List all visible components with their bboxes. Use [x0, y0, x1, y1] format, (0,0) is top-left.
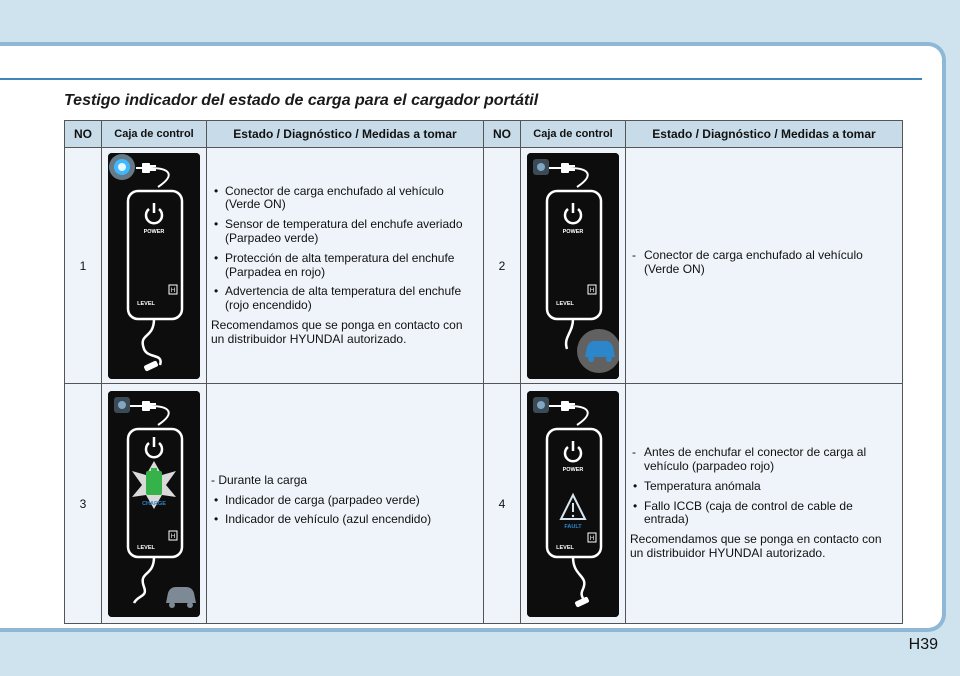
control-box-illustration — [108, 153, 200, 379]
row-number: 4 — [484, 384, 521, 624]
header-control-box: Caja de control — [521, 121, 626, 148]
control-box-illustration — [527, 153, 619, 379]
header-status: Estado / Diagnóstico / Medidas a tomar — [626, 121, 903, 148]
header-status: Estado / Diagnóstico / Medidas a tomar — [207, 121, 484, 148]
status-list — [211, 185, 479, 313]
level-h-label: H — [589, 535, 595, 542]
header-no: NO — [65, 121, 102, 148]
row-number: 1 — [65, 148, 102, 384]
list-item: • Sensor de temperatura del enchufe averiado (Parpadeo verde) — [211, 218, 479, 246]
power-label: POWER — [562, 466, 584, 473]
control-box-illustration — [108, 391, 200, 617]
list-item: • Temperatura anómala — [630, 480, 898, 494]
list-item: • Indicador de vehículo (azul encendido) — [211, 513, 479, 527]
header-control-box: Caja de control — [102, 121, 207, 148]
plug-indicator-icon — [114, 397, 130, 413]
plug-indicator-icon — [533, 397, 549, 413]
page-title: Testigo indicador del estado de carga para el cargador portátil — [64, 92, 539, 109]
level-label: LEVEL — [556, 544, 574, 551]
recommendation-note: Recomendamos que se ponga en contacto con un distribuidor HYUNDAI autorizado. — [630, 532, 882, 560]
status-list — [211, 494, 479, 528]
plug-indicator-icon — [533, 159, 549, 175]
header-no: NO — [484, 121, 521, 148]
list-item: - Conector de carga enchufado al vehículo (Verde ON) — [630, 249, 898, 277]
level-label: LEVEL — [137, 544, 155, 551]
power-label: POWER — [562, 228, 584, 235]
list-item: • Fallo ICCB (caja de control de cable de entrada) — [630, 500, 898, 528]
status-list — [630, 249, 898, 277]
page-number: H39 — [908, 636, 938, 653]
list-item: • Conector de carga enchufado al vehículo (Verde ON) — [211, 185, 479, 213]
table-header-row — [65, 121, 903, 148]
car-icon — [577, 329, 619, 373]
level-label: LEVEL — [556, 300, 574, 307]
level-label: LEVEL — [137, 300, 155, 307]
power-label: POWER — [143, 228, 165, 235]
recommendation-note: Recomendamos que se ponga en contacto con un distribuidor HYUNDAI autorizado. — [211, 317, 463, 346]
level-h-label: H — [170, 287, 176, 294]
fault-label: FAULT — [564, 523, 582, 530]
charge-label: CHARGE — [142, 500, 166, 507]
list-item: • Protección de alta temperatura del enchufe (Parpadea en rojo) — [211, 252, 479, 280]
header-rule — [0, 78, 922, 80]
status-list — [630, 480, 898, 527]
list-item: • Indicador de carga (parpadeo verde) — [211, 494, 479, 508]
charging-status-table — [64, 120, 903, 624]
control-box-illustration — [527, 391, 619, 617]
level-h-label: H — [170, 533, 176, 540]
list-item: - Antes de enchufar el conector de carga al vehículo (parpadeo rojo) — [630, 446, 898, 474]
list-item: • Advertencia de alta temperatura del enchufe (rojo encendido) — [211, 285, 479, 313]
level-h-label: H — [589, 287, 595, 294]
plug-glow-icon — [109, 154, 135, 180]
table-row — [65, 148, 903, 384]
row-number: 2 — [484, 148, 521, 384]
status-list — [630, 446, 898, 474]
table-row — [65, 384, 903, 624]
intro-line: - Durante la carga — [211, 472, 308, 487]
row-number: 3 — [65, 384, 102, 624]
